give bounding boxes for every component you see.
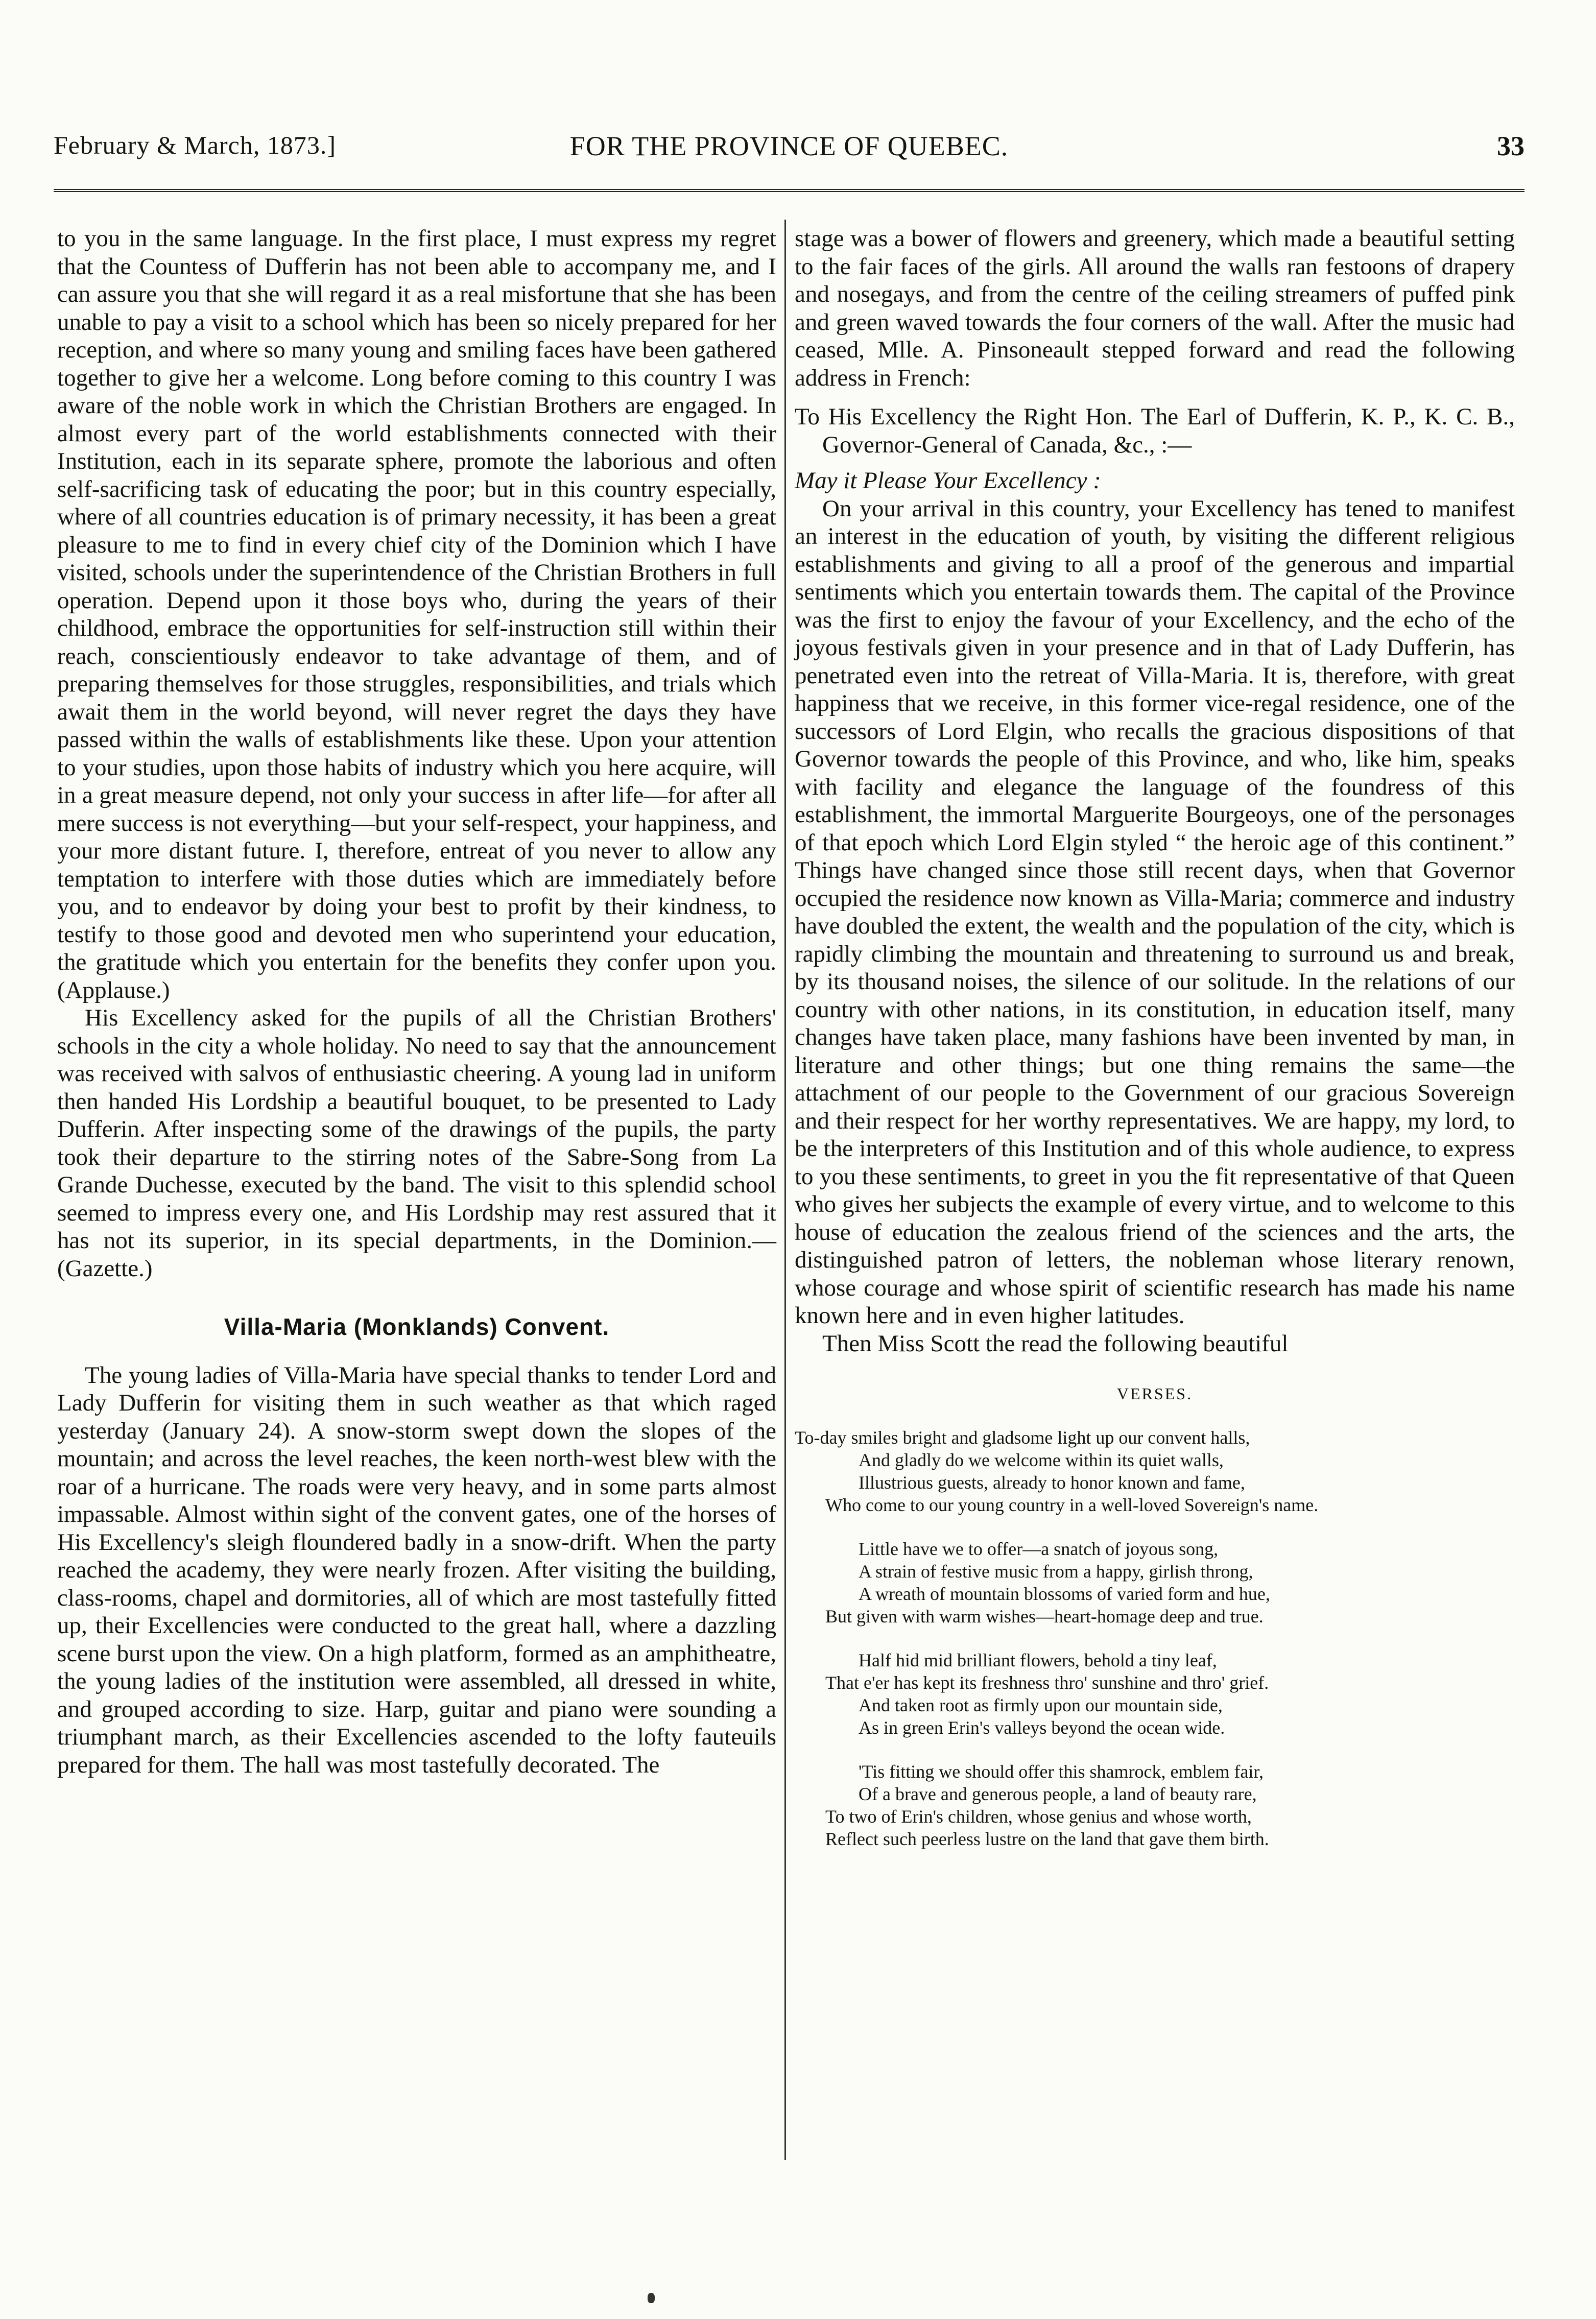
verse-stanza	[795, 1649, 1515, 1739]
convent-paragraph: The young ladies of Villa-Maria have special thanks to tender Lord and Lady Dufferin for visiting them in such weather as that which raged yesterday (January 24). A snow-storm swept down the slopes of the mountain; and across the level reaches, the keen north-west blew with the roar of a hurricane. The roads were very heavy, and in some parts almost impassable. Almost within sight of the convent gates, one of the horses of His Excellency's sleigh floundered badly in a snow-drift. When the party reached the academy, they were nearly frozen. After visiting the building, class-rooms, chapel and dormitories, all of which are most tastefully fitted up, their Excellencies were conducted to the great hall, where a dazzling scene burst upon the view. On a high platform, formed as an amphitheatre, the young ladies of the institution were assembled, all dressed in white, and grouped according to size. Harp, guitar and piano were sounding a triumphant march, as their Excellencies ascended to the lofty fauteuils prepared for them. The hall was most tastefully decorated. The	[57, 1361, 776, 1778]
verse-line: Illustrious guests, already to honor known and fame,	[859, 1472, 1245, 1493]
verse-line: Half hid mid brilliant flowers, behold a tiny leaf,	[859, 1649, 1217, 1670]
verse-line: To-day smiles bright and gladsome light up our convent halls,	[795, 1427, 1250, 1448]
page-number: 33	[1497, 131, 1524, 161]
right-column	[795, 225, 1515, 1872]
holiday-paragraph: His Excellency asked for the pupils of all the Christian Brothers' schools in the city a whole holiday. No need to say that the announcement was received with salvos of enthusiastic cheering. A young lad in uniform then handed His Lordship a beautiful bouquet, to be presented to Lady Dufferin. After inspecting some of the drawings of the pupils, the party took their departure to the stirring notes of the Sabre-Song from La Grande Duchesse, executed by the band. The visit to this splendid school seemed to impress every one, and His Lordship may rest assured that it has not its superior, in its special departments, in the Dominion.—(Gazette.)	[57, 1005, 776, 1282]
speech-paragraph: to you in the same language. In the first place, I must express my regret that the Countess of Dufferin has not been able to accompany me, and I can assure you that she will regard it as a real misfortune that she has been unable to pay a visit to a school which has been so nicely prepared for her reception, and where so many young and smiling faces have been gathered together to give her a welcome. Long before coming to this country I was aware of the noble work in which the Christian Brothers are engaged. In almost every part of the world establishments connected with their Institution, each in its separate sphere, promote the laborious and often self-sacrificing task of educating the poor; but in this country especially, where of all countries education is of primary necessity, it has been a great pleasure to me to find in every chief city of the Dominion which I have visited, schools under the superintendence of the Christian Brothers in full operation. Depend upon it those boys who, during the years of their childhood, embrace the opportunities for self-instruction still within their reach, conscientiously endeavor to take advantage of them, and of preparing themselves for those struggles, responsibilities, and trials which await them in the world beyond, will never regret the days they have passed within the walls of establishments like these. Upon your attention to your studies, upon those habits of industry which you here acquire, will in a great measure depend, not only your success in after life—for after all mere success is not everything—but your self-respect, your happiness, and your more distant future. I, therefore, entreat of you never to allow any temptation to interfere with those duties which are immediately before you, and to endeavor by doing your best to profit by their kindness, to testify to those good and devoted men who superintend your education, the gratitude which you entertain for the benefits they confer upon you. (Applause.)	[57, 225, 776, 1003]
header-rule	[54, 189, 1524, 192]
section-title: Villa-Maria (Monklands) Convent.	[224, 1313, 610, 1340]
verse-line: And taken root as firmly upon our mountain side,	[859, 1694, 1223, 1715]
verse-line: But given with warm wishes—heart-homage deep and true.	[825, 1606, 1264, 1627]
address-salutation: May it Please Your Excellency :	[795, 467, 1101, 494]
verse-line: To two of Erin's children, whose genius and whose worth,	[825, 1806, 1252, 1827]
verse-line: Reflect such peerless lustre on the land that gave them birth.	[825, 1828, 1269, 1849]
header-title: FOR THE PROVINCE OF QUEBEC.	[569, 131, 1009, 161]
verse-line: 'Tis fitting we should offer this shamrock, emblem fair,	[859, 1761, 1264, 1782]
verse-line: As in green Erin's valleys beyond the ocean wide.	[859, 1717, 1225, 1738]
address-recipient: To His Excellency the Right Hon. The Earl of Dufferin, K. P., K. C. B., Governor-General of Canada, &c., :—	[795, 403, 1515, 458]
verse-stanza	[795, 1426, 1515, 1516]
verse-line: Little have we to offer—a snatch of joyous song,	[859, 1538, 1219, 1559]
verse-line: And gladly do we welcome within its quiet walls,	[859, 1449, 1224, 1470]
verse-stanza	[795, 1760, 1515, 1850]
then-line: Then Miss Scott the read the following beautiful	[822, 1330, 1289, 1357]
verse-line: That e'er has kept its freshness thro' sunshine and thro' grief.	[825, 1672, 1269, 1693]
verses-title: VERSES.	[1116, 1384, 1193, 1403]
stage-paragraph: stage was a bower of flowers and greenery, which made a beautiful setting to the fair faces of the girls. All around the walls ran festoons of drapery and nosegays, and from the centre of the ceiling streamers of puffed pink and green waved towards the four corners of the wall. After the music had ceased, Mlle. A. Pinsoneault stepped forward and read the following address in French:	[795, 225, 1515, 391]
verse-line: Who come to our young country in a well-loved Sovereign's name.	[825, 1494, 1319, 1515]
header-date: February & March, 1873.]	[54, 131, 337, 159]
address-body: On your arrival in this country, your Excellency has tened to manifest an interest in the education of youth, by visiting the different religious establishments and giving to all a proof of the generous and impartial sentiments which you entertain towards them. The capital of the Province was the first to enjoy the favour of your Excellency, and the echo of the joyous festivals given in your presence and in that of Lady Dufferin, has penetrated even into the retreat of Villa-Maria. It is, therefore, with great happiness that we receive, in this former vice-regal residence, one of the successors of Lord Elgin, who recalls the gracious dispositions of that Governor towards the people of this Province, and who, like him, speaks with facility and elegance the language of the foundress of this establishment, the immortal Marguerite Bourgeoys, one of the personages of that epoch which Lord Elgin styled “ the heroic age of this continent.” Things have changed since those still recent days, when that Governor occupied the residence now known as Villa-Maria; commerce and industry have doubled the extent, the wealth and the population of the city, which is rapidly climbing the mountain and threatening to surround us and break, by its thousand noises, the silence of our solitude. In the relations of our country with other nations, in its constitution, in education itself, many changes have taken place, many fashions have been invented by man, in literature and other things; but one thing remains the same—the attachment of our people to the Government of our gracious Sovereign and their respect for her worthy representatives. We are happy, my lord, to be the interpreters of this Institution and of this whole audience, to express to you these sentiments, to greet in you the fit representative of that Queen who gives her subjects the example of every virtue, and to welcome to this house of education the zealous friend of the sciences and the arts, the distinguished patron of letters, the nobleman whose literary renown, whose courage and whose spirit of scientific research has made his name known here and in even higher latitudes.	[795, 495, 1515, 1329]
column-divider	[784, 220, 786, 2160]
verse-line: Of a brave and generous people, a land of beauty rare,	[859, 1783, 1257, 1804]
page-header	[54, 130, 1524, 166]
verse-stanza	[795, 1538, 1515, 1628]
ink-mark	[648, 2293, 655, 2303]
verse-line: A strain of festive music from a happy, girlish throng,	[859, 1561, 1253, 1582]
verse-line: A wreath of mountain blossoms of varied form and hue,	[859, 1583, 1270, 1604]
left-column	[57, 225, 776, 1779]
